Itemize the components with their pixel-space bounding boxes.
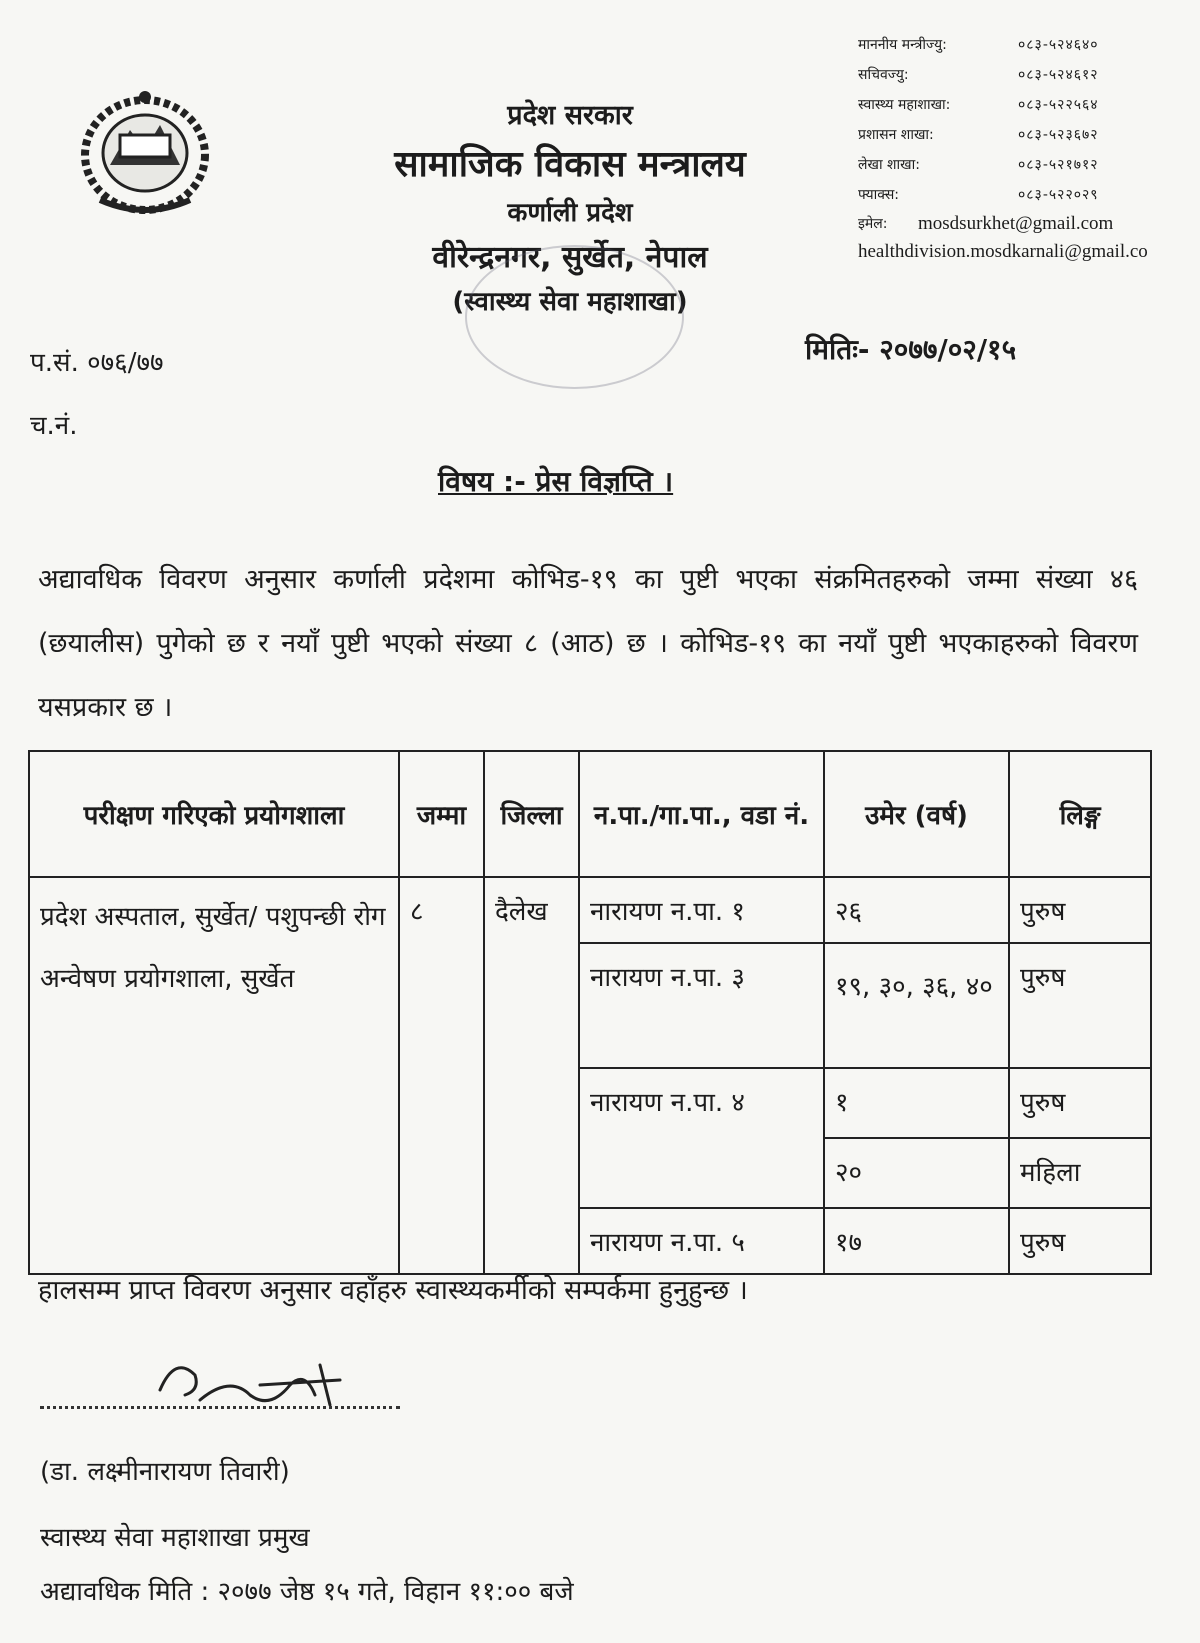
gender-cell: पुरुष bbox=[1009, 1208, 1151, 1274]
column-header-total: जम्मा bbox=[399, 751, 484, 877]
body-paragraph: अद्यावधिक विवरण अनुसार कर्णाली प्रदेशमा कोभिड-१९ का पुष्टी भएका संक्रमितहरुको जम्मा संख्या ४६ (छयालीस) पुगेको छ र नयाँ पुष्टी भएको संख्या ८ (आठ) छ । कोभिड-१९ का नयाँ पुष्टी भएकाहरुको विवरण यसप्रकार छ । bbox=[38, 564, 1138, 723]
contact-block bbox=[858, 30, 1198, 266]
column-header-district: जिल्ला bbox=[484, 751, 579, 877]
contact-label: माननीय मन्त्रीज्यु: bbox=[858, 37, 947, 53]
age-cell: २० bbox=[824, 1138, 1009, 1208]
column-header-lab: परीक्षण गरिएको प्रयोगशाला bbox=[29, 751, 399, 877]
district-cell: दैलेख bbox=[484, 877, 579, 1274]
signature-icon bbox=[140, 1345, 370, 1425]
letter-date: मितिः- २०७७/०२/१५ bbox=[805, 333, 1017, 366]
age-cell: १ bbox=[824, 1068, 1009, 1138]
government-emblem-icon bbox=[75, 85, 215, 220]
ward-cell: नारायण न.पा. ५ bbox=[579, 1208, 824, 1274]
contact-label: लेखा शाखा: bbox=[858, 157, 920, 173]
contact-number: ०८३-५२१७१२ bbox=[1018, 157, 1099, 173]
total-cell: ८ bbox=[399, 877, 484, 1274]
lab-cell: प्रदेश अस्पताल, सुर्खेत/ पशुपन्छी रोग अन्वेषण प्रयोगशाला, सुर्खेत bbox=[29, 877, 399, 1274]
subject-line: विषय :- प्रेस विज्ञप्ति । bbox=[438, 465, 674, 498]
email-label: इमेल: bbox=[858, 216, 888, 232]
signature-line bbox=[40, 1406, 400, 1409]
signer-name: (डा. लक्ष्मीनारायण तिवारी) bbox=[40, 1457, 290, 1487]
column-header-gender: लिङ्ग bbox=[1009, 751, 1151, 877]
address: वीरेन्द्रनगर, सुर्खेत, नेपाल bbox=[432, 240, 708, 275]
age-cell: १९, ३०, ३६, ४० bbox=[824, 943, 1009, 1068]
column-header-ward: न.पा./गा.पा., वडा नं. bbox=[579, 751, 824, 877]
update-timestamp: अद्यावधिक मिति : २०७७ जेष्ठ १५ गते, विहान ११:०० बजे bbox=[40, 1577, 574, 1607]
contact-row bbox=[858, 150, 1198, 180]
office-stamp bbox=[465, 245, 684, 389]
age-cell: २६ bbox=[824, 877, 1009, 943]
contact-label: स्वास्थ्य महाशाखा: bbox=[858, 97, 951, 113]
contact-label: फ्याक्स: bbox=[858, 187, 900, 203]
gender-cell: महिला bbox=[1009, 1138, 1151, 1208]
contact-number: ०८३-५२२०२९ bbox=[1018, 187, 1099, 203]
column-header-age: उमेर (वर्ष) bbox=[824, 751, 1009, 877]
gender-cell: पुरुष bbox=[1009, 943, 1151, 1068]
contact-row bbox=[858, 180, 1198, 210]
contact-label: सचिवज्यु: bbox=[858, 67, 909, 83]
cases-table bbox=[28, 750, 1152, 1275]
contact-label: प्रशासन शाखा: bbox=[858, 127, 934, 143]
dispatch-number: च.नं. bbox=[30, 411, 78, 441]
contact-number: ०८३-५२४६१२ bbox=[1018, 67, 1099, 83]
age-cell: १७ bbox=[824, 1208, 1009, 1274]
contact-row bbox=[858, 30, 1198, 60]
ward-cell: नारायण न.पा. १ bbox=[579, 877, 824, 943]
contact-number: ०८३-५२३६७२ bbox=[1018, 127, 1099, 143]
division-name: (स्वास्थ्य सेवा महाशाखा) bbox=[452, 287, 688, 317]
province-name: कर्णाली प्रदेश bbox=[507, 198, 633, 228]
table-row bbox=[29, 877, 1151, 943]
contact-number: ०८३-५२२५६४ bbox=[1018, 97, 1099, 113]
email-address-1[interactable]: mosdsurkhet@gmail.com bbox=[918, 213, 1114, 234]
contact-note: हालसम्म प्राप्त विवरण अनुसार वहाँहरु स्वास्थ्यकर्मीको सम्पर्कमा हुनुहुन्छ । bbox=[38, 1275, 748, 1306]
ward-cell: नारायण न.पा. ३ bbox=[579, 943, 824, 1068]
gender-cell: पुरुष bbox=[1009, 1068, 1151, 1138]
gender-cell: पुरुष bbox=[1009, 877, 1151, 943]
table-header-row bbox=[29, 751, 1151, 877]
email-row bbox=[858, 210, 1198, 238]
ministry-name: सामाजिक विकास मन्त्रालय bbox=[394, 144, 746, 185]
ward-cell: नारायण न.पा. ४ bbox=[579, 1068, 824, 1208]
email-address-2[interactable]: healthdivision.mosdkarnali@gmail.co bbox=[858, 241, 1148, 262]
contact-row bbox=[858, 90, 1198, 120]
header-line-1: प्रदेश सरकार bbox=[507, 100, 633, 131]
signer-designation: स्वास्थ्य सेवा महाशाखा प्रमुख bbox=[40, 1523, 310, 1553]
contact-row bbox=[858, 60, 1198, 90]
contact-number: ०८३-५२४६४० bbox=[1018, 37, 1099, 53]
reference-number: प.सं. ०७६/७७ bbox=[30, 348, 164, 378]
contact-row bbox=[858, 120, 1198, 150]
